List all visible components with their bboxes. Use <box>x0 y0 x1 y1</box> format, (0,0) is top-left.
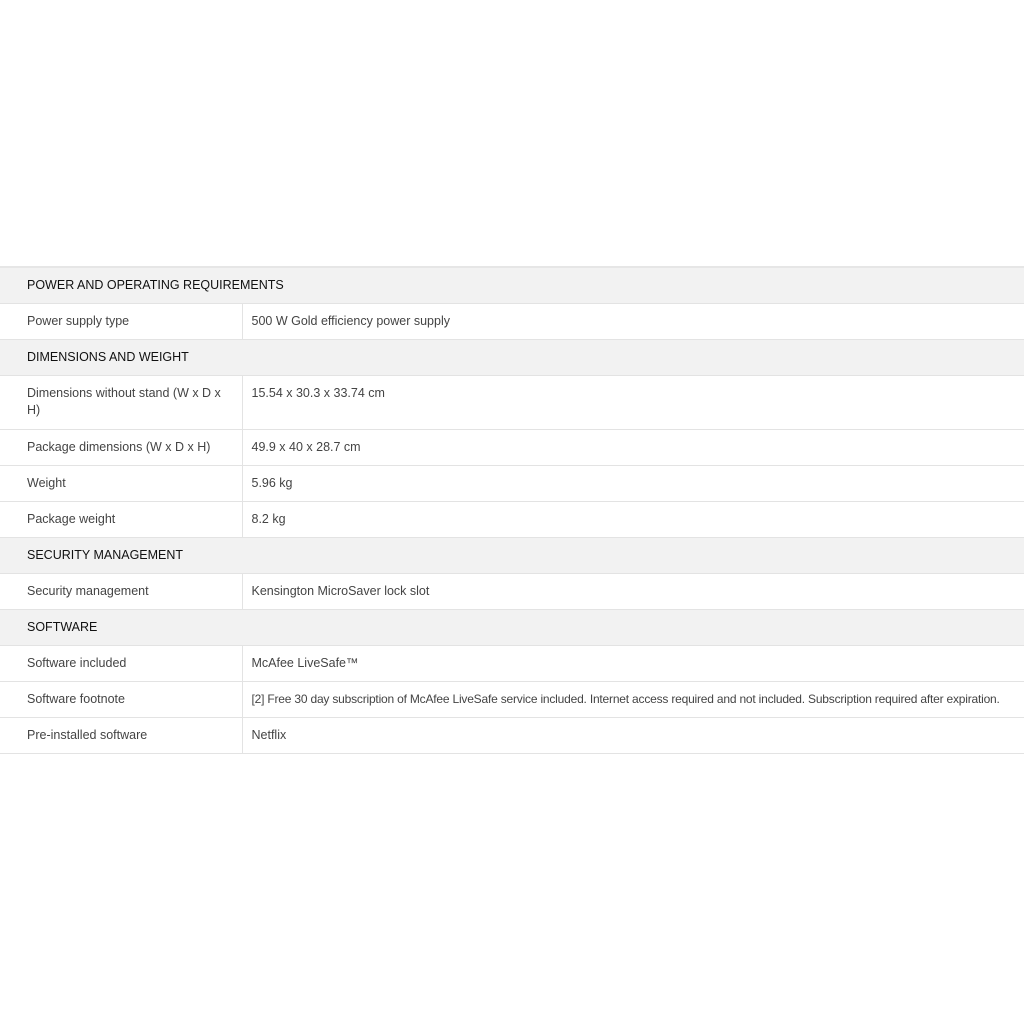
table-row <box>0 430 1024 466</box>
table-row <box>0 574 1024 610</box>
table-row <box>0 466 1024 502</box>
table-row <box>0 502 1024 538</box>
spec-label: Package dimensions (W x D x H) <box>27 440 211 454</box>
section-header <box>0 538 1024 574</box>
table-row <box>0 304 1024 340</box>
section-title: DIMENSIONS AND WEIGHT <box>27 350 189 364</box>
spec-value: 49.9 x 40 x 28.7 cm <box>251 440 361 454</box>
spec-value: Netflix <box>251 728 287 742</box>
spec-label: Software included <box>27 656 127 670</box>
spec-value: 500 W Gold efficiency power supply <box>251 314 450 328</box>
table-row <box>0 718 1024 754</box>
spec-value: [2] Free 30 day subscription of McAfee LiveSafe service included. Internet access required and not included. Subscription required after expiration. <box>251 692 1000 706</box>
spec-value: 15.54 x 30.3 x 33.74 cm <box>251 386 385 400</box>
table-row <box>0 376 1024 430</box>
section-title: POWER AND OPERATING REQUIREMENTS <box>27 278 284 292</box>
spec-label: Package weight <box>27 512 116 526</box>
spec-value: 5.96 kg <box>251 476 293 490</box>
spec-label: Weight <box>27 476 66 490</box>
spec-label: Dimensions without stand (W x D x H) <box>27 386 221 417</box>
spec-value: Kensington MicroSaver lock slot <box>251 584 430 598</box>
spec-label: Software footnote <box>27 692 125 706</box>
table-row <box>0 682 1024 718</box>
specs-table <box>0 268 1024 754</box>
section-title: SOFTWARE <box>27 620 98 634</box>
spec-label: Security management <box>27 584 149 598</box>
section-header <box>0 340 1024 376</box>
spec-value: 8.2 kg <box>251 512 286 526</box>
section-title: SECURITY MANAGEMENT <box>27 548 184 562</box>
spec-label: Power supply type <box>27 314 130 328</box>
section-header <box>0 610 1024 646</box>
table-row <box>0 646 1024 682</box>
section-header <box>0 268 1024 304</box>
spec-value: McAfee LiveSafe™ <box>251 656 359 670</box>
spec-label: Pre-installed software <box>27 728 148 742</box>
